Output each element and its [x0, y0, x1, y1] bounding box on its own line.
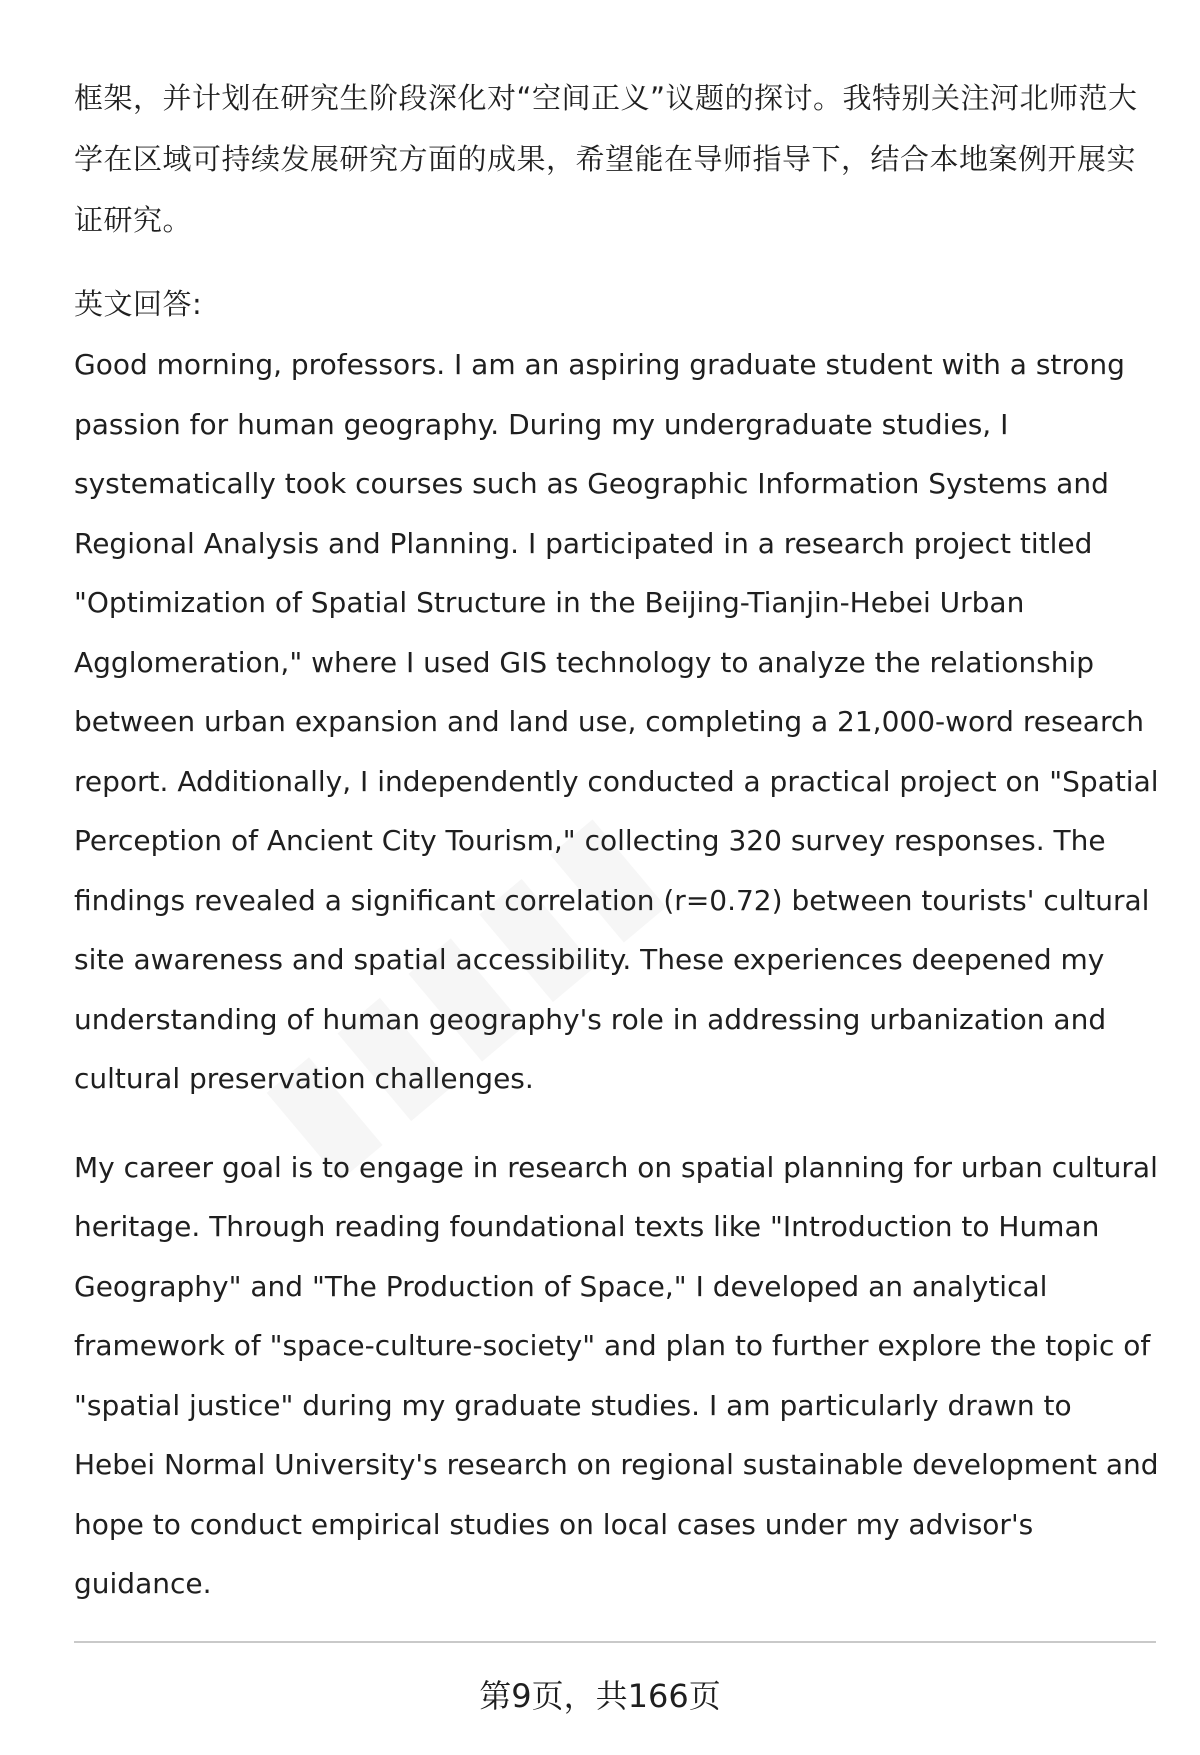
page-content	[74, 68, 1160, 1614]
page-number: 第9页，共166页	[479, 1677, 721, 1715]
english-answer-paragraph-2: My career goal is to engage in research on spatial planning for urban cultural heritage. Through reading foundational texts like "Introduction to Human Geography" and "The Production of Space," I developed an analytical framework of "space-culture-society" and plan to further explore the topic of "spatial justice" during my graduate studies. I am particularly drawn to Hebei Normal University's research on regional sustainable development and hope to conduct empirical studies on local cases under my advisor's guidance.	[74, 1150, 1159, 1600]
footer-divider	[74, 1641, 1156, 1643]
answer-label: 英文回答:	[74, 287, 203, 321]
english-answer-paragraph-1: Good morning, professors. I am an aspiring graduate student with a strong passion for human geography. During my undergraduate studies, I systematically took courses such as Geographic Information Systems and Regional Analysis and Planning. I participated in a research project titled "Optimization of Spatial Structure in the Beijing-Tianjin-Hebei Urban Agglomeration," where I used GIS technology to analyze the relationship between urban expansion and land use, completing a 21,000-word research report. Additionally, I independently conducted a practical project on "Spatial Perception of Ancient City Tourism," collecting 320 survey responses. The findings revealed a significant correlation (r=0.72) between tourists' cultural site awareness and spatial accessibility. These experiences deepened my understanding of human geography's role in addressing urbanization and cultural preservation challenges.	[74, 348, 1159, 1095]
cn-paragraph-continuation: 框架，并计划在研究生阶段深化对“空间正义”议题的探讨。我特别关注河北师范大学在区域可持续发展研究方面的成果，希望能在导师指导下，结合本地案例开展实证研究。	[74, 81, 1138, 237]
